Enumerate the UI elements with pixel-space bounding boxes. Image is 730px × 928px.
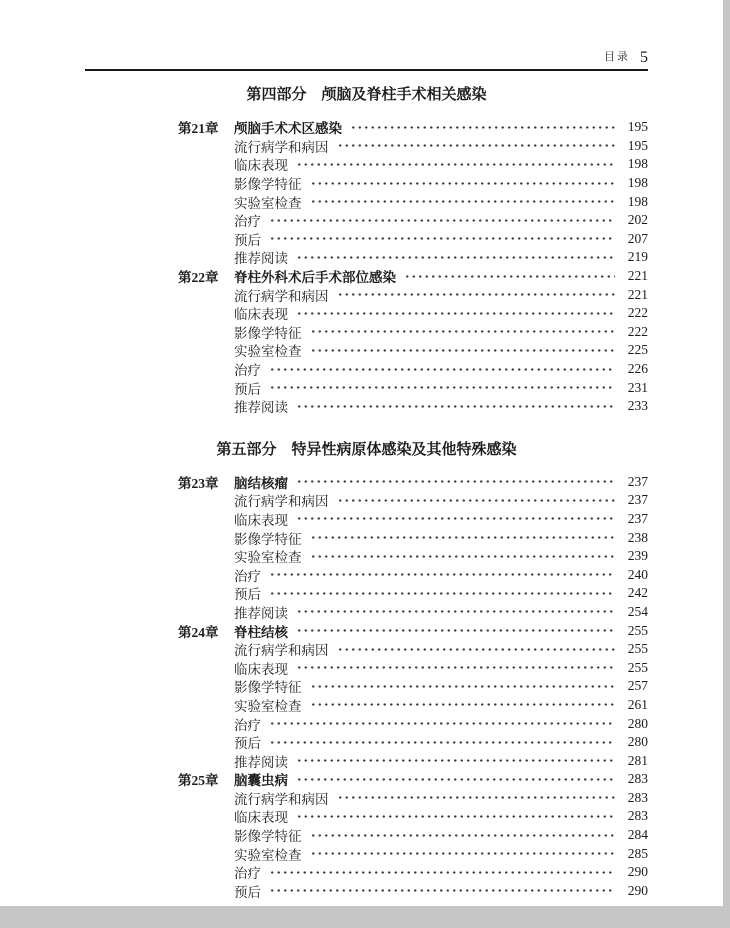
toc-section-row [85, 751, 648, 770]
dot-leader [310, 829, 616, 842]
section-title: 预后 [234, 884, 261, 900]
toc-section-row [85, 696, 648, 715]
dot-leader [310, 325, 616, 338]
page-number: 195 [627, 137, 648, 153]
dot-leader [337, 494, 616, 507]
section-title: 治疗 [234, 568, 261, 584]
chapter-title: 脑结核瘤 [234, 475, 288, 491]
dot-leader [269, 232, 615, 245]
dot-leader [350, 121, 615, 134]
page-number: 290 [627, 882, 648, 898]
page-number: 240 [627, 566, 648, 582]
chapter-title: 脑囊虫病 [234, 773, 288, 789]
dot-leader [269, 884, 615, 897]
page-number: 237 [627, 473, 648, 489]
toc-section-row [85, 882, 648, 901]
page-number: 283 [627, 771, 648, 787]
section-title: 影像学特征 [234, 177, 302, 193]
section-title: 预后 [234, 736, 261, 752]
toc-section-row [85, 714, 648, 733]
page-number: 255 [627, 641, 648, 657]
section-title: 影像学特征 [234, 680, 302, 696]
toc-section-row [85, 658, 648, 677]
toc-section-row [85, 603, 648, 622]
part-title: 第四部分 颅脑及脊柱手术相关感染 [246, 87, 487, 103]
dot-leader [296, 605, 615, 618]
toc-chapter-row [85, 473, 648, 492]
chapter-title: 颅脑手术术区感染 [234, 121, 342, 137]
dot-leader [296, 158, 615, 171]
toc-section-row [85, 807, 648, 826]
page-number: 202 [627, 212, 648, 228]
dot-leader [337, 791, 616, 804]
section-title: 实验室检查 [234, 195, 302, 211]
section-title: 治疗 [234, 214, 261, 230]
page-number: 285 [627, 845, 648, 861]
dot-leader [269, 214, 615, 227]
toc-section-row [85, 491, 648, 510]
section-title: 实验室检查 [234, 698, 302, 714]
toc-section-row [85, 733, 648, 752]
page-number: 222 [627, 305, 648, 321]
dot-leader [269, 568, 615, 581]
toc-section-row [85, 789, 648, 808]
toc-section-row [85, 304, 648, 323]
section-title: 流行病学和病因 [234, 288, 329, 304]
section-title: 流行病学和病因 [234, 139, 329, 155]
dot-leader [310, 550, 616, 563]
section-title: 影像学特征 [234, 325, 302, 341]
page-number: 195 [627, 119, 648, 135]
toc-chapter-row [85, 621, 648, 640]
header-section-label: 目录 [604, 51, 630, 63]
section-title: 治疗 [234, 717, 261, 733]
toc-part [85, 83, 648, 416]
dot-leader [296, 754, 615, 767]
dot-leader [269, 736, 615, 749]
chapter-title: 脊柱外科术后手术部位感染 [234, 270, 396, 286]
section-title: 临床表现 [234, 661, 288, 677]
toc-section-row [85, 378, 648, 397]
dot-leader [310, 195, 616, 208]
dot-leader [269, 717, 615, 730]
page-number: 283 [627, 808, 648, 824]
toc-section-row [85, 826, 648, 845]
chapter-label: 第22章 [178, 270, 219, 286]
dot-leader [337, 288, 616, 301]
toc-section-row [85, 211, 648, 230]
section-title: 流行病学和病因 [234, 494, 329, 510]
header-page-number: 5 [640, 49, 648, 66]
section-title: 临床表现 [234, 810, 288, 826]
page-number: 290 [627, 864, 648, 880]
toc-section-row [85, 584, 648, 603]
dot-leader [269, 363, 615, 376]
page-number: 255 [627, 659, 648, 675]
page-number: 257 [627, 678, 648, 694]
section-title: 治疗 [234, 866, 261, 882]
page-header [85, 0, 648, 71]
page-number: 222 [627, 323, 648, 339]
dot-leader [404, 270, 615, 283]
toc-section-row [85, 230, 648, 249]
section-title: 临床表现 [234, 307, 288, 323]
toc-section-row [85, 863, 648, 882]
section-title: 推荐阅读 [234, 754, 288, 770]
chapter-label: 第21章 [178, 121, 219, 137]
toc-section-row [85, 528, 648, 547]
dot-leader [296, 400, 615, 413]
page-number: 261 [627, 696, 648, 712]
section-title: 流行病学和病因 [234, 791, 329, 807]
dot-leader [269, 381, 615, 394]
dot-leader [296, 810, 615, 823]
page-number: 225 [627, 342, 648, 358]
dot-leader [310, 698, 616, 711]
dot-leader [310, 177, 616, 190]
dot-leader [337, 139, 616, 152]
page-number: 254 [627, 603, 648, 619]
toc-chapter-row [85, 267, 648, 286]
table-of-contents [85, 83, 648, 900]
dot-leader [296, 251, 615, 264]
chapter-label: 第23章 [178, 475, 219, 491]
dot-leader [296, 512, 615, 525]
page-number: 237 [627, 510, 648, 526]
toc-chapter-row [85, 118, 648, 137]
toc-section-row [85, 155, 648, 174]
page-number: 238 [627, 529, 648, 545]
section-title: 影像学特征 [234, 531, 302, 547]
page-number: 255 [627, 622, 648, 638]
toc-section-row [85, 248, 648, 267]
section-title: 影像学特征 [234, 829, 302, 845]
section-title: 实验室检查 [234, 550, 302, 566]
section-title: 实验室检查 [234, 344, 302, 360]
section-title: 推荐阅读 [234, 400, 288, 416]
section-title: 预后 [234, 232, 261, 248]
toc-section-row [85, 510, 648, 529]
section-title: 推荐阅读 [234, 605, 288, 621]
section-title: 临床表现 [234, 512, 288, 528]
dot-leader [269, 866, 615, 879]
toc-section-row [85, 192, 648, 211]
page-number: 231 [627, 379, 648, 395]
page-number: 219 [627, 249, 648, 265]
toc-section-row [85, 174, 648, 193]
page-number: 198 [627, 156, 648, 172]
page-number: 284 [627, 827, 648, 843]
page-number: 281 [627, 752, 648, 768]
page-number: 226 [627, 361, 648, 377]
section-title: 治疗 [234, 363, 261, 379]
section-title: 实验室检查 [234, 847, 302, 863]
part-title: 第五部分 特异性病原体感染及其他特殊感染 [216, 441, 517, 458]
dot-leader [310, 680, 616, 693]
page-number: 198 [627, 175, 648, 191]
page-number: 283 [627, 789, 648, 805]
page-number: 239 [627, 548, 648, 564]
page-number: 221 [627, 286, 648, 302]
toc-section-row [85, 844, 648, 863]
section-title: 临床表现 [234, 158, 288, 174]
dot-leader [310, 531, 616, 544]
dot-leader [296, 773, 615, 786]
dot-leader [296, 475, 615, 488]
toc-section-row [85, 360, 648, 379]
section-title: 流行病学和病因 [234, 643, 329, 659]
toc-section-row [85, 547, 648, 566]
toc-section-row [85, 565, 648, 584]
page-number: 221 [627, 268, 648, 284]
dot-leader [296, 624, 615, 637]
toc-part [85, 438, 648, 901]
chapter-label: 第25章 [178, 773, 219, 789]
dot-leader [310, 344, 616, 357]
toc-section-row [85, 677, 648, 696]
chapter-label: 第24章 [178, 624, 219, 640]
page-number: 242 [627, 585, 648, 601]
toc-section-row [85, 397, 648, 416]
chapter-title: 脊柱结核 [234, 624, 288, 640]
section-title: 预后 [234, 587, 261, 603]
toc-chapter-row [85, 770, 648, 789]
page-number: 207 [627, 230, 648, 246]
toc-section-row [85, 341, 648, 360]
section-title: 预后 [234, 381, 261, 397]
section-title: 推荐阅读 [234, 251, 288, 267]
toc-section-row [85, 137, 648, 156]
dot-leader [337, 643, 616, 656]
page-number: 237 [627, 492, 648, 508]
page-number: 280 [627, 734, 648, 750]
page-number: 198 [627, 193, 648, 209]
dot-leader [310, 847, 616, 860]
toc-section-row [85, 640, 648, 659]
dot-leader [296, 307, 615, 320]
toc-section-row [85, 323, 648, 342]
dot-leader [269, 587, 615, 600]
toc-section-row [85, 285, 648, 304]
page-number: 233 [627, 398, 648, 414]
page-number: 280 [627, 715, 648, 731]
dot-leader [296, 661, 615, 674]
